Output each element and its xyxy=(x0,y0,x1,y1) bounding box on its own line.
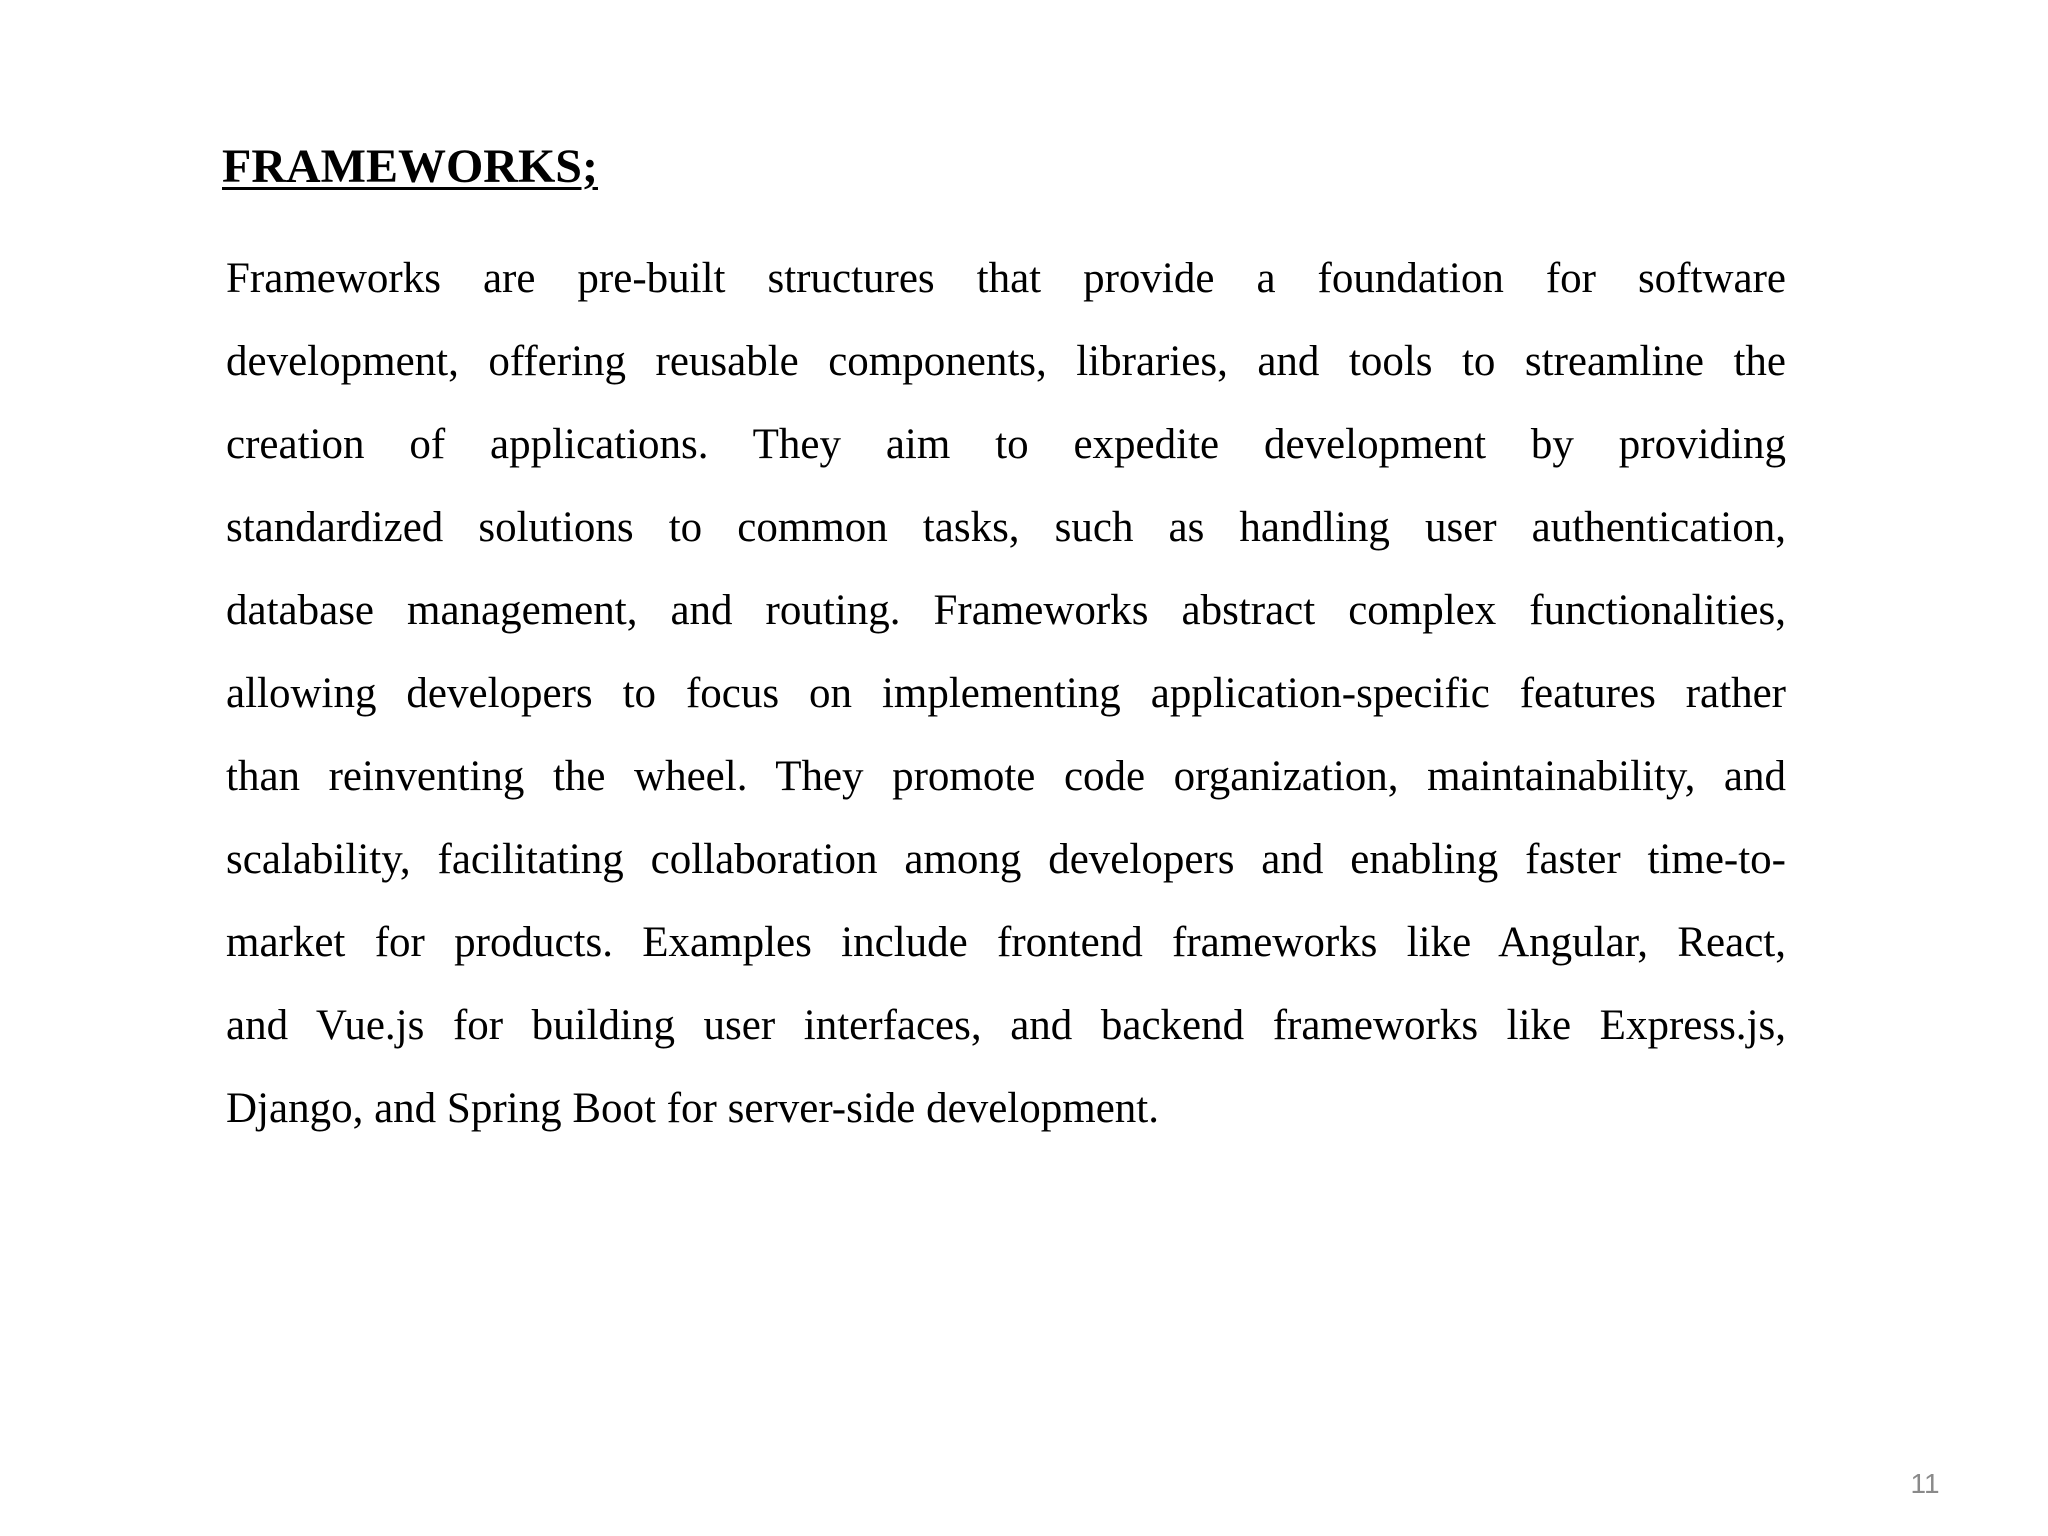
body-paragraph xyxy=(226,237,1786,1150)
body-line: creation of applications. They aim to expedite development by providing xyxy=(226,421,1786,468)
body-line: allowing developers to focus on implementing application-specific features rather xyxy=(226,670,1786,717)
body-line: and Vue.js for building user interfaces, and backend frameworks like Express.js, xyxy=(226,1002,1786,1049)
page-number: 11 xyxy=(1910,1468,1940,1499)
body-line: scalability, facilitating collaboration among developers and enabling faster time-to- xyxy=(226,836,1786,883)
body-line: development, offering reusable components, libraries, and tools to streamline the xyxy=(226,338,1786,385)
body-line: database management, and routing. Frameworks abstract complex functionalities, xyxy=(226,587,1786,634)
body-line: standardized solutions to common tasks, such as handling user authentication, xyxy=(226,504,1786,551)
body-line: market for products. Examples include frontend frameworks like Angular, React, xyxy=(226,919,1786,966)
body-line: Frameworks are pre-built structures that provide a foundation for software xyxy=(226,255,1786,302)
body-line: than reinventing the wheel. They promote code organization, maintainability, and xyxy=(226,753,1786,800)
body-line: Django, and Spring Boot for server-side development. xyxy=(226,1085,1159,1132)
slide-heading: FRAMEWORKS; xyxy=(222,140,598,193)
